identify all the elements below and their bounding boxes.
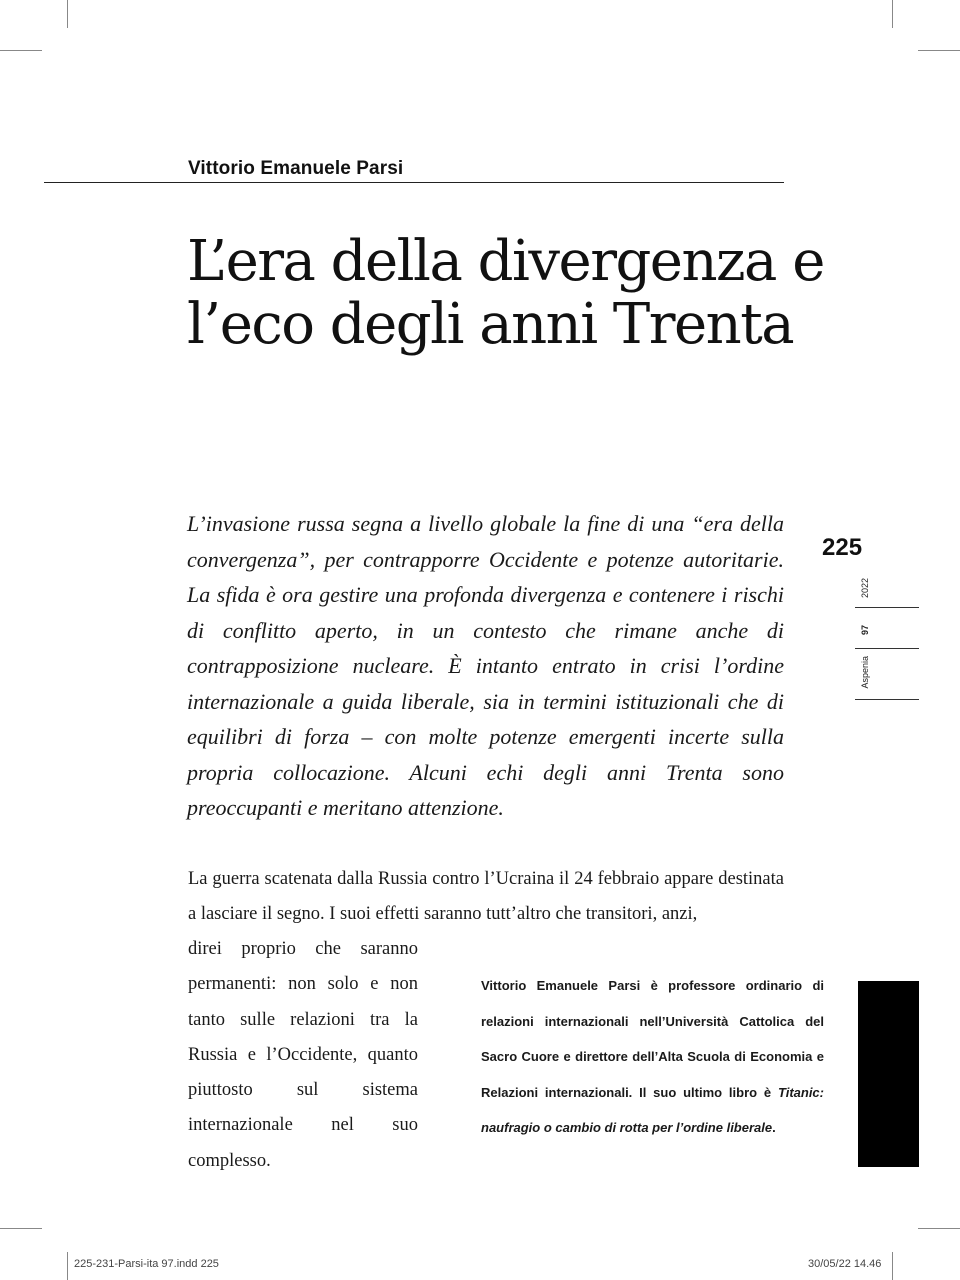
crop-mark bbox=[892, 1252, 893, 1280]
sidebar-rule bbox=[855, 607, 919, 608]
title-line-1: L’era della divergenza e bbox=[187, 229, 824, 294]
crop-mark bbox=[892, 0, 893, 28]
author-name: Vittorio Emanuele Parsi bbox=[188, 158, 404, 179]
body-paragraph: La guerra scatenata dalla Russia contro l’Ucraina il 24 febbraio appare destinata a lasciare il segno. I suoi effetti saranno tutt’altro che transitori, anzi, bbox=[188, 869, 784, 925]
journal-name: Aspenia bbox=[860, 656, 870, 689]
bio-text: Vittorio Emanuele Parsi è professore ordinario di relazioni internazionali nell’Università Cattolica del Sacro Cuore e direttore dell’Alta Scuola di Economia e Relazioni internazionali. Il suo ultimo libro è bbox=[481, 978, 824, 1100]
page-number: 225 bbox=[822, 534, 863, 561]
article-abstract: L’invasione russa segna a livello globale la fine di una “era della convergenza”, per contrapporre Occidente e potenze autoritarie. La sfida è ora gestire una profonda divergenza e contenere i rischi di conflitto aperto, in un contesto che rimane anche di contrapposizione nucleare. È intanto entrato in crisi l’ordine internazionale a guida liberale, sia in termini istituzionali che di equilibri di forza – con molte potenze emergenti incerte sulla propria collocazione. Alcuni echi degli anni Trenta sono preoccupanti e meritano attenzione. bbox=[187, 511, 784, 820]
body-paragraph-continued: direi proprio che saranno permanenti: non solo e non tanto sulle relazioni tra la Russia e l’Occidente, quanto piuttosto sul sistema internazionale nel suo complesso. bbox=[188, 939, 418, 1171]
sidebar-rule bbox=[855, 699, 919, 700]
crop-mark bbox=[67, 1252, 68, 1280]
section-tab bbox=[858, 981, 919, 1167]
header-rule bbox=[44, 182, 784, 183]
bio-end: . bbox=[772, 1120, 776, 1135]
crop-mark bbox=[67, 0, 68, 28]
crop-mark bbox=[0, 1228, 42, 1229]
issue-year: 2022 bbox=[860, 578, 870, 599]
article-title bbox=[187, 230, 827, 356]
bio-book-title: Titanic: naufragio o cambio di rotta per l’ordine liberale bbox=[481, 1084, 824, 1135]
crop-mark bbox=[0, 50, 42, 51]
crop-mark bbox=[918, 1228, 960, 1229]
crop-mark bbox=[918, 50, 960, 51]
issue-number: 97 bbox=[860, 625, 870, 636]
title-line-2: l’eco degli anni Trenta bbox=[187, 292, 794, 357]
author-bio bbox=[481, 968, 824, 1146]
footer-timestamp: 30/05/22 14.46 bbox=[808, 1258, 882, 1270]
footer-filename: 225-231-Parsi-ita 97.indd 225 bbox=[74, 1258, 219, 1270]
sidebar-rule bbox=[855, 648, 919, 649]
